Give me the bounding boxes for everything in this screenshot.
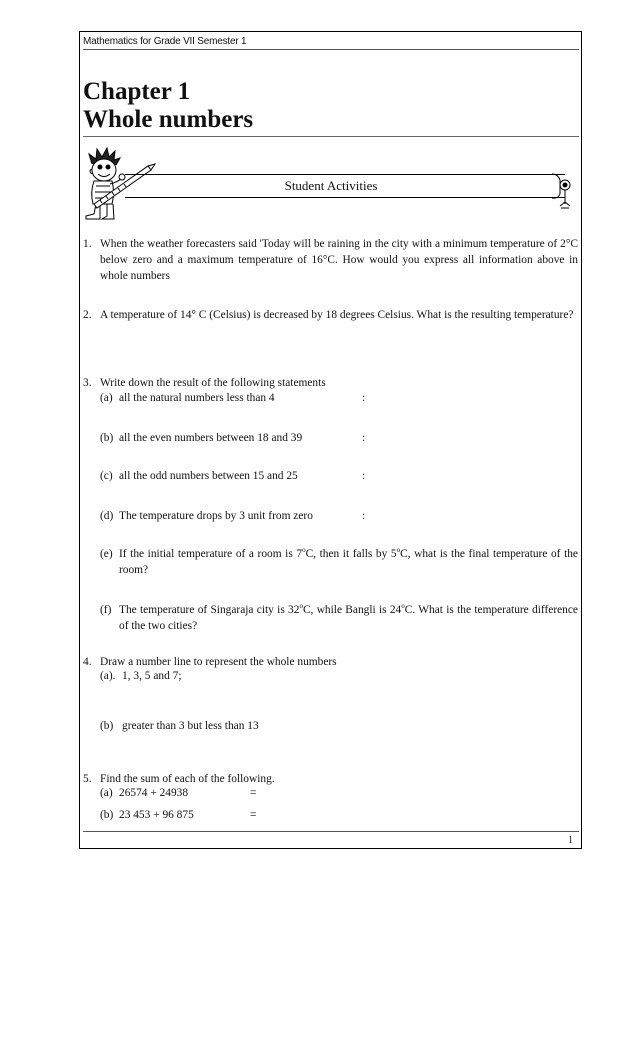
sub-label: (b) (100, 432, 114, 444)
question-number: 5. (83, 773, 92, 785)
question-text: When the weather forecasters said 'Today will be raining in the city with a minimum temperature of 2°C below zero and a maximum temperature of 16°C. How would you express all information above in whole numbers (100, 238, 578, 282)
sub-label: (a) (100, 787, 113, 799)
chapter-number: Chapter 1 (83, 78, 191, 105)
sub-text: all the natural numbers less than 4 (119, 392, 275, 404)
question-2 (83, 307, 578, 323)
title-rule (83, 136, 579, 137)
sub-text: 1, 3, 5 and 7; (122, 670, 182, 682)
sub-text: 23 453 + 96 875 (119, 809, 194, 821)
question-3b (100, 430, 578, 446)
running-header: Mathematics for Grade VII Semester 1 (83, 36, 247, 47)
header-rule (83, 49, 579, 50)
sub-text: The temperature drops by 3 unit from zero (119, 510, 313, 522)
question-text: A temperature of 14° C (Celsius) is decreased by 18 degrees Celsius. What is the resulting temperature? (100, 309, 574, 321)
question-5a (100, 785, 578, 801)
sub-label: (d) (100, 510, 114, 522)
question-text: Draw a number line to represent the whole numbers (100, 656, 337, 668)
chapter-title (83, 78, 253, 134)
question-4a (100, 668, 578, 684)
question-number: 2. (83, 309, 92, 321)
banner-bottom-rule (125, 197, 565, 198)
question-text: Find the sum of each of the following. (100, 773, 275, 785)
scroll-end-icon (552, 172, 578, 212)
text-part: C, what is the final temperature of the room? (119, 548, 578, 576)
sub-label: (b) (100, 720, 114, 732)
degree-mark: o (401, 602, 405, 610)
question-3c (100, 468, 578, 484)
banner-top-rule (125, 174, 565, 175)
text-part: C. What is the temperature difference of the two cities? (119, 604, 578, 632)
student-activities-banner (125, 174, 574, 198)
equals-sign: = (250, 809, 257, 821)
sub-text: all the odd numbers between 15 and 25 (119, 470, 298, 482)
page-number: 1 (568, 835, 573, 846)
text-part: C, while Bangli is 24 (302, 604, 402, 616)
question-4b (100, 718, 578, 734)
question-3a (100, 390, 578, 406)
banner-label: Student Activities (284, 178, 378, 193)
answer-colon: : (362, 470, 366, 482)
sub-text: greater than 3 but less than 13 (122, 720, 259, 732)
question-number: 4. (83, 656, 92, 668)
sub-label: (a) (100, 392, 113, 404)
sub-text (119, 546, 578, 578)
question-3d (100, 508, 578, 524)
sub-text (119, 602, 578, 634)
answer-colon: : (362, 392, 366, 404)
text-part: C, then it falls by 5 (305, 548, 397, 560)
question-number: 1. (83, 238, 92, 250)
sub-label: (a). (100, 670, 116, 682)
question-1 (83, 236, 578, 284)
sub-label: (b) (100, 809, 114, 821)
sub-text: 26574 + 24938 (119, 787, 189, 799)
question-text: Write down the result of the following statements (100, 377, 326, 389)
question-number: 3. (83, 377, 92, 389)
footer-rule (83, 831, 579, 832)
text-part: If the initial temperature of a room is 7 (119, 548, 303, 560)
degree-mark: o (302, 546, 306, 554)
sub-label: (f) (100, 604, 112, 616)
sub-text: all the even numbers between 18 and 39 (119, 432, 303, 444)
text-part: The temperature of Singaraja city is 32 (119, 604, 300, 616)
degree-mark: o (299, 602, 303, 610)
question-3 (83, 375, 578, 391)
question-5b (100, 807, 578, 823)
sub-label: (e) (100, 548, 113, 560)
equals-sign: = (250, 787, 257, 799)
chapter-name: Whole numbers (83, 106, 254, 133)
answer-colon: : (362, 510, 366, 522)
degree-mark: o (396, 546, 401, 554)
question-3e (100, 546, 578, 578)
answer-colon: : (362, 432, 366, 444)
question-3f (100, 602, 578, 634)
sub-label: (c) (100, 470, 113, 482)
